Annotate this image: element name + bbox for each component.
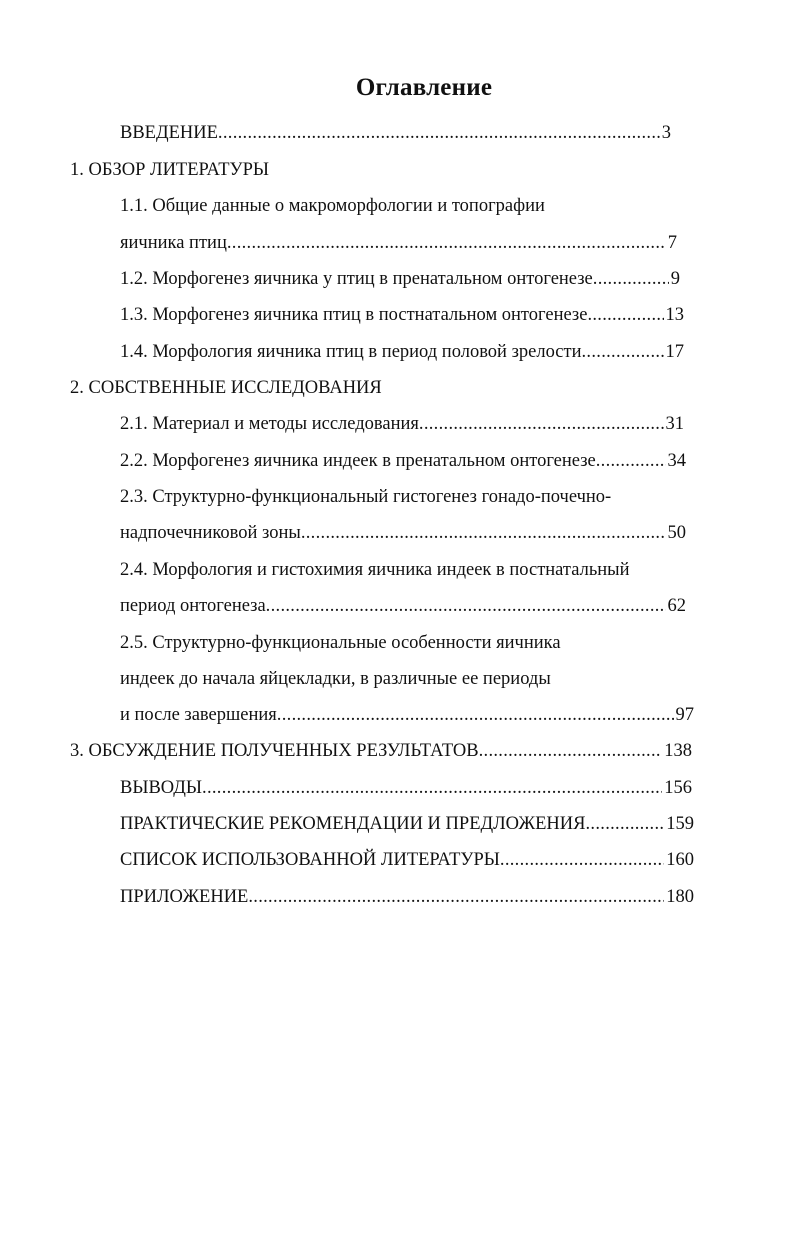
leader-dots bbox=[479, 740, 663, 762]
toc-entry-2-4-line1: 2.4. Морфология и гистохимия яичника индеек в постнатальный bbox=[120, 560, 630, 580]
toc-page-number: 50 bbox=[667, 523, 686, 543]
toc-entry-2-1 bbox=[120, 413, 684, 435]
page-title: Оглавление bbox=[355, 74, 493, 101]
toc-page-number: 62 bbox=[667, 596, 686, 616]
leader-dots bbox=[301, 522, 666, 544]
toc-entry-2-4 bbox=[120, 595, 686, 617]
toc-page-number: 31 bbox=[665, 414, 684, 434]
toc-entry-label: 2.1. Материал и методы исследования bbox=[120, 414, 419, 434]
leader-dots bbox=[596, 450, 666, 472]
toc-entry-label: период онтогенеза bbox=[120, 596, 266, 616]
toc-entry-2-5-line2: индеек до начала яйцекладки, в различные ее периоды bbox=[120, 669, 551, 689]
toc-entry-label: 1.3. Морфогенез яичника птиц в постнатальном онтогенезе bbox=[120, 305, 588, 325]
toc-entry-label: ВВЕДЕНИЕ bbox=[120, 123, 218, 143]
leader-dots bbox=[593, 268, 669, 290]
toc-page-number: 3 bbox=[661, 123, 671, 143]
toc-entry-1-3 bbox=[120, 304, 684, 326]
toc-entry-label: и после завершения bbox=[120, 705, 277, 725]
toc-page-number: 97 bbox=[675, 705, 694, 725]
toc-entry-1-2 bbox=[120, 268, 680, 290]
leader-dots bbox=[266, 595, 666, 617]
toc-page-number: 9 bbox=[670, 269, 680, 289]
toc-entry-label: 1.2. Морфогенез яичника у птиц в пренатальном онтогенезе bbox=[120, 269, 593, 289]
toc-page-number: 138 bbox=[664, 741, 692, 761]
toc-entry-label: 1.4. Морфология яичника птиц в период половой зрелости bbox=[120, 342, 582, 362]
leader-dots bbox=[202, 777, 662, 799]
leader-dots bbox=[248, 886, 664, 908]
leader-dots bbox=[586, 813, 665, 835]
leader-dots bbox=[227, 232, 666, 254]
toc-page-number: 7 bbox=[667, 233, 677, 253]
toc-page-number: 17 bbox=[665, 342, 684, 362]
toc-entry-conclusions bbox=[120, 777, 692, 799]
toc-entry-appendix bbox=[120, 886, 694, 908]
toc-entry-2-3-line1: 2.3. Структурно-функциональный гистогенез гонадо-почечно- bbox=[120, 487, 612, 507]
toc-entry-2-5 bbox=[120, 704, 694, 726]
leader-dots bbox=[500, 849, 664, 871]
toc-entry-label: 3. ОБСУЖДЕНИЕ ПОЛУЧЕННЫХ РЕЗУЛЬТАТОВ bbox=[70, 741, 479, 761]
toc-section-2-heading: 2. СОБСТВЕННЫЕ ИССЛЕДОВАНИЯ bbox=[70, 378, 382, 398]
toc-entry-1-1 bbox=[120, 232, 677, 254]
toc-entry-references bbox=[120, 849, 694, 871]
leader-dots bbox=[218, 122, 660, 144]
toc-page-number: 180 bbox=[666, 887, 694, 907]
leader-dots bbox=[587, 304, 663, 326]
leader-dots bbox=[277, 704, 674, 726]
toc-entry-label: яичника птиц bbox=[120, 233, 227, 253]
toc-entry-2-3 bbox=[120, 522, 686, 544]
toc-entry-label: надпочечниковой зоны bbox=[120, 523, 301, 543]
leader-dots bbox=[582, 341, 664, 363]
toc-page-number: 159 bbox=[666, 814, 694, 834]
toc-entry-label: ПРИЛОЖЕНИЕ bbox=[120, 887, 249, 907]
leader-dots bbox=[419, 413, 664, 435]
toc-entry-label: ПРАКТИЧЕСКИЕ РЕКОМЕНДАЦИИ И ПРЕДЛОЖЕНИЯ bbox=[120, 814, 586, 834]
toc-page-number: 160 bbox=[666, 850, 694, 870]
toc-page-number: 13 bbox=[665, 305, 684, 325]
toc-entry-label: 2.2. Морфогенез яичника индеек в пренатальном онтогенезе bbox=[120, 451, 596, 471]
toc-entry-label: ВЫВОДЫ bbox=[120, 778, 203, 798]
toc-entry-1-1-line1: 1.1. Общие данные о макроморфологии и топографии bbox=[120, 196, 545, 216]
toc-entry-label: СПИСОК ИСПОЛЬЗОВАННОЙ ЛИТЕРАТУРЫ bbox=[120, 850, 500, 870]
toc-entry-2-5-line1: 2.5. Структурно-функциональные особенности яичника bbox=[120, 633, 561, 653]
toc-entry-recommendations bbox=[120, 813, 694, 835]
toc-section-1-heading: 1. ОБЗОР ЛИТЕРАТУРЫ bbox=[70, 160, 270, 180]
toc-entry-introduction bbox=[120, 122, 671, 144]
toc-section-3 bbox=[70, 740, 692, 762]
toc-entry-1-4 bbox=[120, 341, 684, 363]
toc-page-number: 34 bbox=[667, 451, 686, 471]
toc-entry-2-2 bbox=[120, 450, 686, 472]
toc-page-number: 156 bbox=[664, 778, 692, 798]
